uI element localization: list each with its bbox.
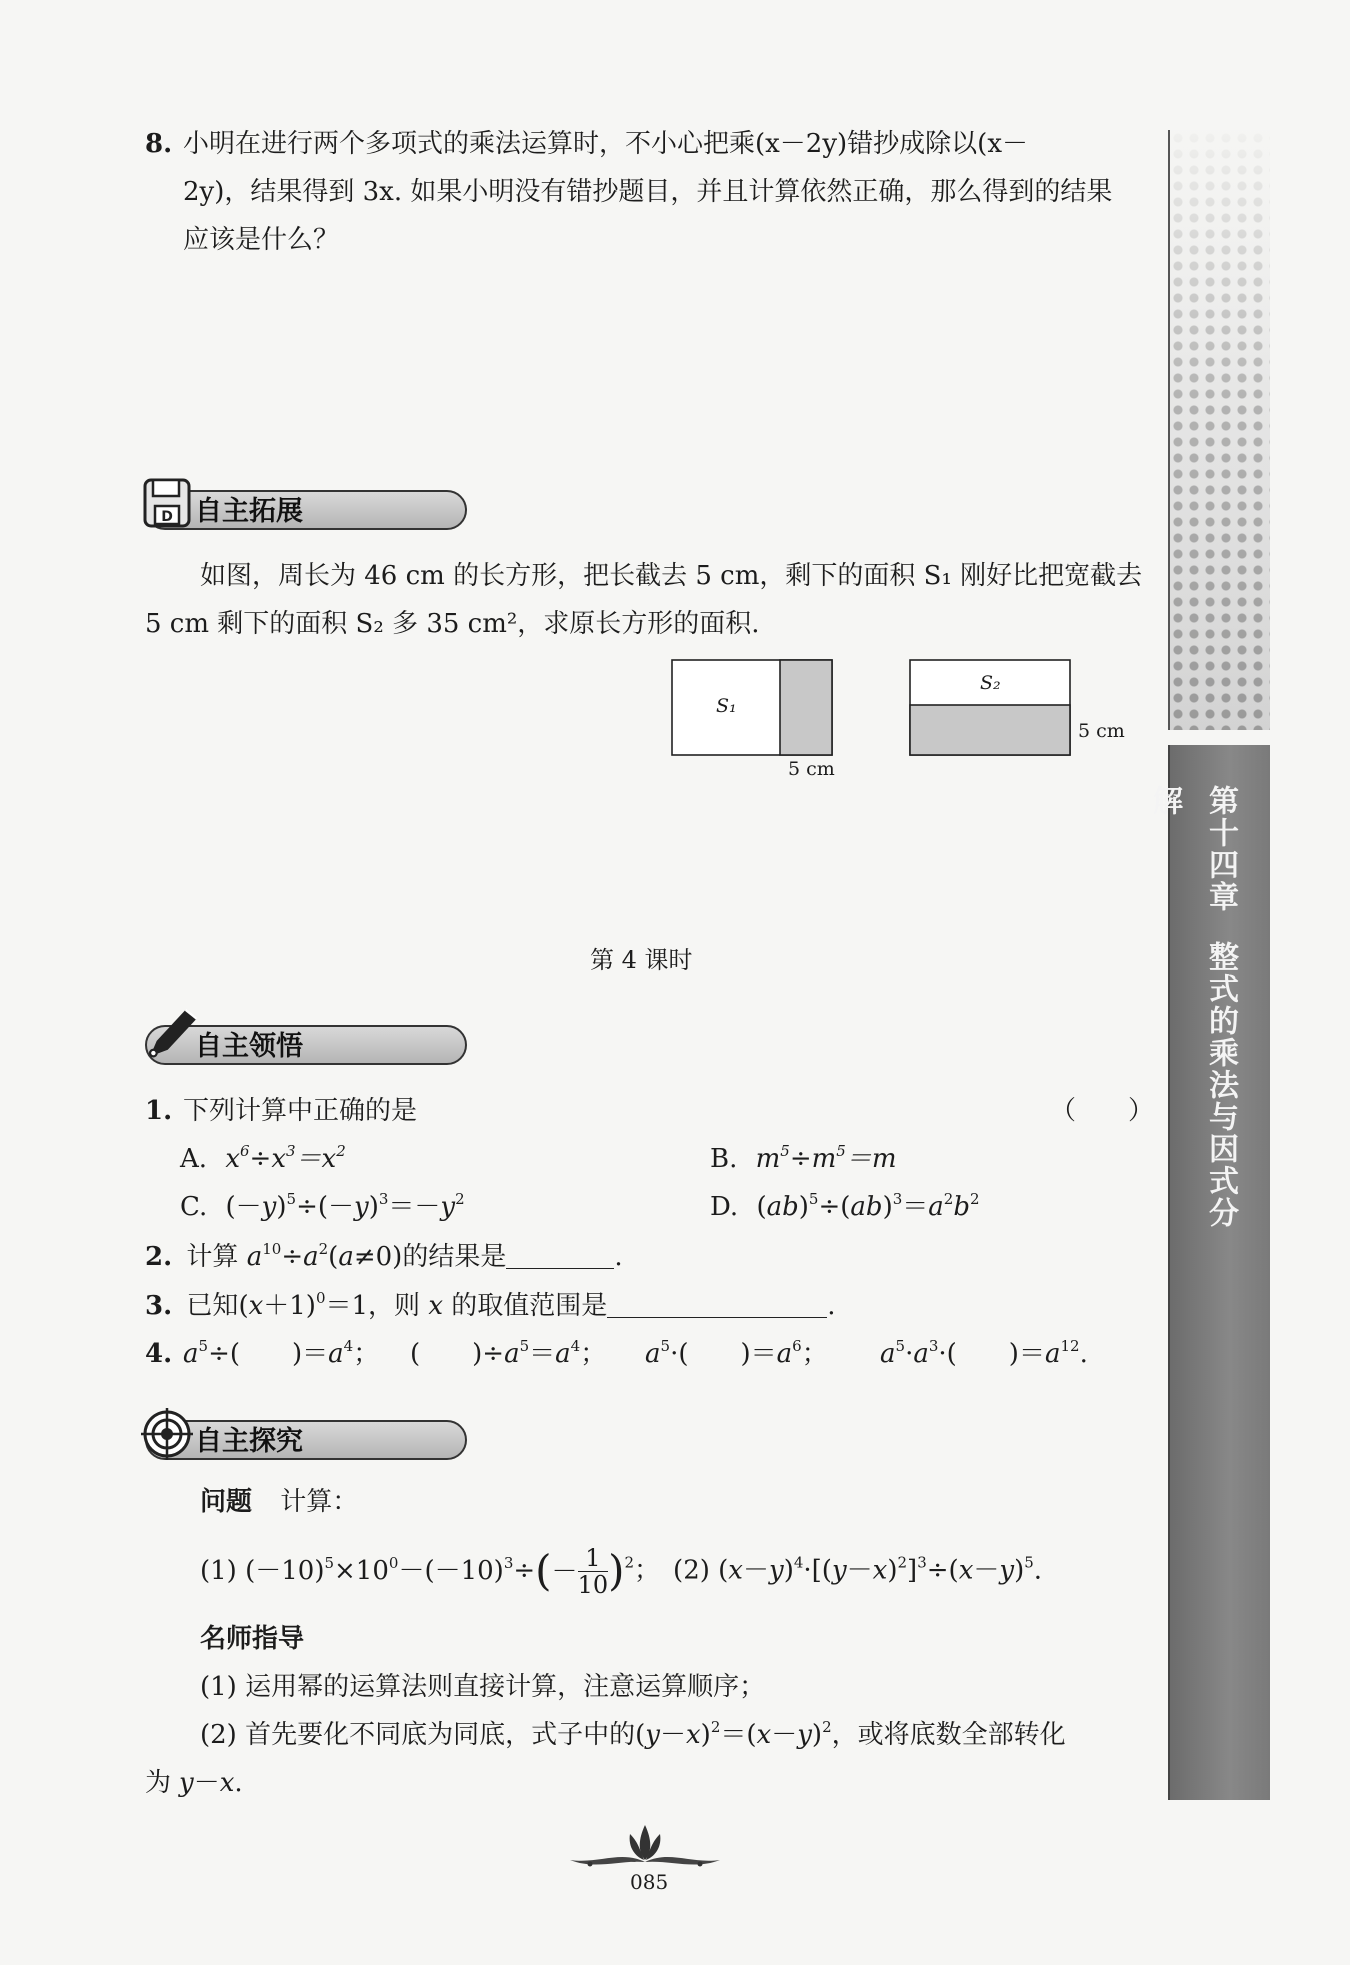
question-number: 1.: [145, 1096, 173, 1126]
left-dimension-label: 5 cm: [788, 758, 835, 780]
explore-expressions: (1) $(-10)^5\times 10^0-(-10)^3\div(-$ $\frac{1}{10}$ )$^2$； (2) $(x-y)^4\cdot[(y-x)^2]^3\div(x-y)^5$.: [200, 1544, 1043, 1599]
teacher-guide-title: 名师指导: [200, 1624, 305, 1654]
section-extend-header: [125, 480, 485, 530]
question-2-pre: 计算: [186, 1242, 239, 1272]
tip-3-post: .: [234, 1768, 243, 1798]
tip-2-post: ，或将底数全部转化: [831, 1720, 1066, 1750]
option-a-letter: A.: [180, 1144, 208, 1174]
teacher-tip-2: (2) 首先要化不同底为同底，式子中的$(y-x)^2=(x-y)^2$，或将底数全部转化: [200, 1718, 1066, 1750]
period: .: [614, 1242, 623, 1272]
chapter-title-vertical: [1147, 785, 1248, 1245]
answer-blank[interactable]: [607, 1287, 827, 1318]
answer-blank[interactable]: [506, 1238, 614, 1269]
question-number: 8.: [145, 129, 173, 159]
pen-icon: [139, 1001, 201, 1063]
teacher-tip-1: (1) 运用幂的运算法则直接计算，注意运算顺序；: [200, 1672, 766, 1702]
rectangle-figure: [670, 655, 1110, 785]
problem-title: 问题: [200, 1487, 253, 1517]
option-b[interactable]: B. $m^5\div m^5=m$: [710, 1142, 897, 1174]
option-b-letter: B.: [710, 1144, 738, 1174]
problem-text: 计算：: [280, 1487, 359, 1517]
s1-label: S₁: [716, 695, 737, 717]
explore-problem-heading: [200, 1478, 358, 1526]
lesson-title: 第 4 课时: [590, 946, 693, 974]
question-8-line-1: 小明在进行两个多项式的乘法运算时，不小心把乘(x－2y)错抄成除以(x－: [183, 129, 1028, 159]
question-2: 2. 计算 $a^{10}\div a^2(a\ne 0)$的结果是 .: [145, 1240, 623, 1272]
question-1-stem: 下列计算中正确的是: [183, 1096, 418, 1126]
period: .: [827, 1291, 836, 1321]
target-icon: [139, 1406, 195, 1462]
tip-2-pre: (2) 首先要化不同底为同底，式子中的: [200, 1720, 636, 1750]
option-d[interactable]: D. $(ab)^5\div(ab)^3=a^2b^2$: [710, 1190, 980, 1222]
section-label: 自主探究: [195, 1426, 303, 1457]
question-2-post: 的结果是: [402, 1242, 507, 1272]
question-8-line-2: 2y)，结果得到 3x. 如果小明没有错抄题目，并且计算依然正确，那么得到的结果: [183, 177, 1113, 207]
extend-problem-line-2: 5 cm 剩下的面积 S₂ 多 35 cm²，求原长方形的面积.: [145, 609, 760, 639]
question-8-line-3: 应该是什么？: [183, 225, 340, 255]
chapter-name: 整式的乘法与因式分解: [1147, 785, 1238, 1229]
section-label: 自主拓展: [195, 496, 303, 527]
question-number: 3.: [145, 1291, 173, 1321]
tip-3-pre: 为: [145, 1768, 172, 1798]
floppy-disk-icon: [139, 476, 195, 532]
option-c-letter: C.: [180, 1192, 208, 1222]
answer-parentheses[interactable]: （ ）: [1050, 1096, 1155, 1126]
option-d-letter: D.: [710, 1192, 739, 1222]
question-3-post: ，则: [368, 1291, 421, 1321]
question-3: 3. 已知$(x+1)^0=1$，则 x 的取值范围是 .: [145, 1289, 836, 1321]
halftone-decoration: [1168, 130, 1270, 730]
section-explore-header: [125, 1410, 485, 1460]
question-3-pre: 已知: [186, 1291, 239, 1321]
question-number: 4.: [145, 1339, 173, 1369]
question-4: 4. $a^5\div$( )$=a^4$； ( )$\div a^5=a^4$； $a^5\cdot$( )$=a^6$； $a^5\cdot a^3\cdot$( )$=a^{12}$.: [145, 1337, 1088, 1369]
right-dimension-label: 5 cm: [1078, 720, 1125, 742]
question-number: 2.: [145, 1242, 173, 1272]
s2-label: S₂: [980, 672, 1001, 694]
page-number: 085: [630, 1870, 669, 1894]
section-label: 自主领悟: [195, 1031, 303, 1062]
teacher-tip-3: 为 y－x.: [145, 1768, 243, 1798]
section-comprehend-header: [125, 1015, 485, 1065]
svg-text:D: D: [161, 509, 173, 525]
extend-problem-line-1: 如图，周长为 46 cm 的长方形，把长截去 5 cm，剩下的面积 S₁ 刚好比把宽截去: [200, 561, 1143, 591]
question-3-post2: 的取值范围是: [451, 1291, 608, 1321]
question-1: [145, 1087, 1155, 1135]
option-a[interactable]: A. $x^6\div x^3=x^2$: [180, 1142, 346, 1174]
option-c[interactable]: C. $(-y)^5\div(-y)^3=-y^2$: [180, 1190, 465, 1222]
chapter-number: 第十四章: [1203, 785, 1238, 913]
